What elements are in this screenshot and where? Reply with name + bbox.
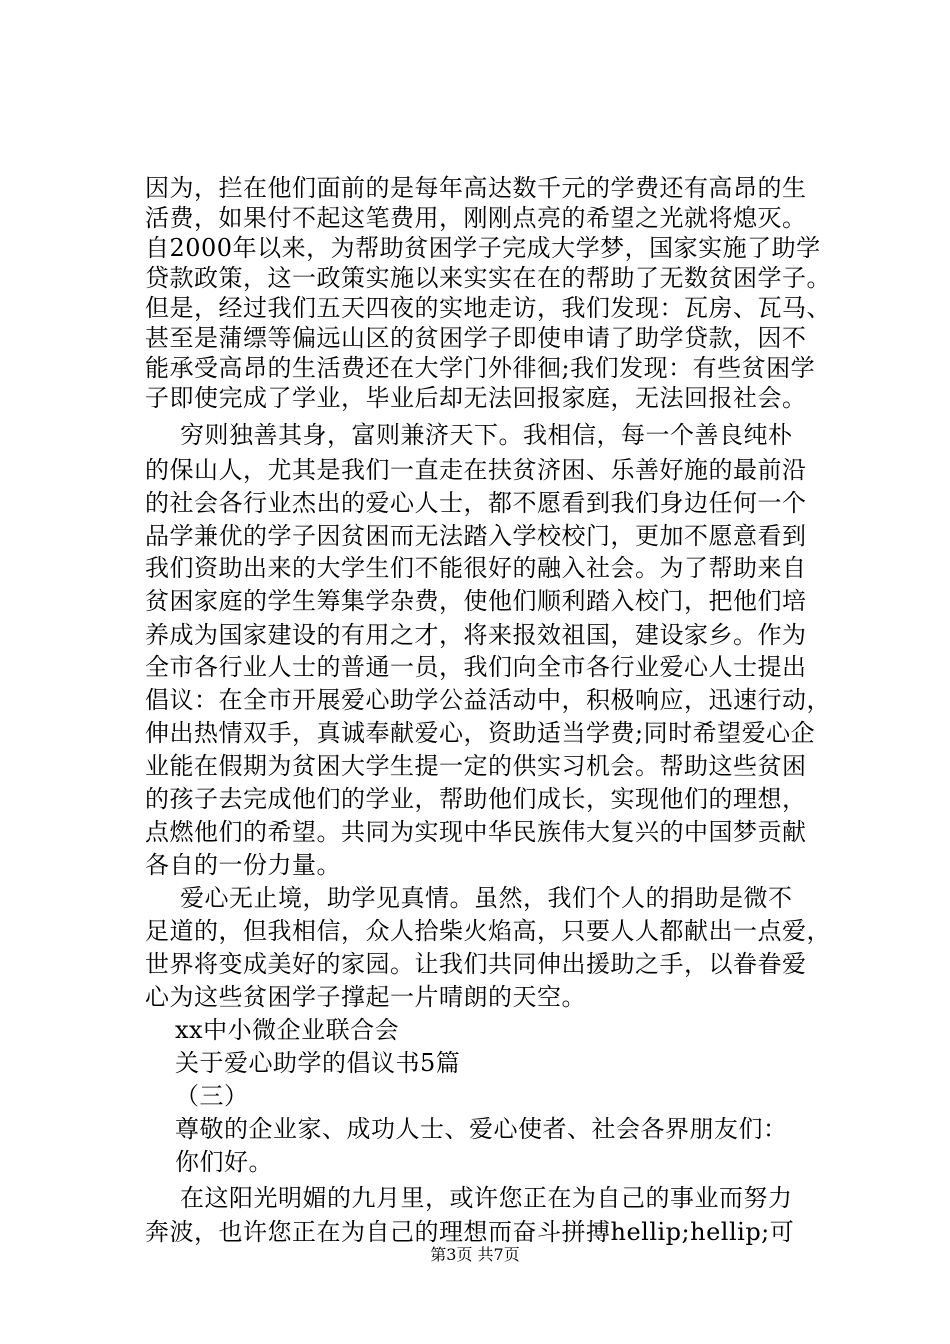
greeting-line: 你们好。: [175, 1148, 273, 1176]
paragraph-line: 奔波，也许您正在为自己的理想而奋斗拼搏hellip;hellip;可: [145, 1218, 795, 1246]
page-number-footer: 第3页 共7页: [430, 1245, 520, 1264]
paragraph-line: 倡议：在全市开展爱心助学公益活动中，积极响应，迅速行动，: [145, 686, 831, 714]
salutation-line: 尊敬的企业家、成功人士、爱心使者、社会各界朋友们：: [175, 1115, 788, 1143]
paragraph-line: 但是，经过我们五天四夜的实地走访，我们发现：瓦房、瓦马、: [145, 294, 831, 322]
paragraph-line: 的保山人，尤其是我们一直走在扶贫济困、乐善好施的最前沿: [145, 456, 807, 484]
paragraph-line: 全市各行业人士的普通一员，我们向全市各行业爱心人士提出: [145, 653, 807, 681]
paragraph-line: 伸出热情双手，真诚奉献爱心，资助适当学费;同时希望爱心企: [145, 719, 816, 747]
paragraph-line: 自2000年以来，为帮助贫困学子完成大学梦，国家实施了助学: [145, 234, 821, 262]
section-number: （三）: [175, 1082, 249, 1110]
paragraph-line: 贫困家庭的学生筹集学杂费，使他们顺利踏入校门，把他们培: [145, 587, 807, 615]
paragraph-line: 活费，如果付不起这笔费用，刚刚点亮的希望之光就将熄灭。: [145, 204, 807, 232]
paragraph-line: 养成为国家建设的有用之才，将来报效祖国，建设家乡。作为: [145, 621, 807, 649]
paragraph-line: 点燃他们的希望。共同为实现中华民族伟大复兴的中国梦贡献: [145, 818, 807, 846]
paragraph-line: 的孩子去完成他们的学业，帮助他们成长，实现他们的理想，: [145, 785, 807, 813]
paragraph-line: 足道的，但我相信，众人拾柴火焰高，只要人人都献出一点爱，: [145, 917, 831, 945]
paragraph-line: 爱心无止境，助学见真情。虽然，我们个人的捐助是微不: [180, 884, 793, 912]
paragraph-line: 贷款政策，这一政策实施以来实实在在的帮助了无数贫困学子。: [145, 264, 831, 292]
paragraph-line: 能承受高昂的生活费还在大学门外徘徊;我们发现：有些贫困学: [145, 354, 816, 382]
paragraph-line: 世界将变成美好的家园。让我们共同伸出援助之手，以眷眷爱: [145, 950, 807, 978]
document-title: 关于爱心助学的倡议书5篇: [175, 1049, 461, 1077]
paragraph-line: 穷则独善其身，富则兼济天下。我相信，每一个善良纯朴: [180, 421, 793, 449]
paragraph-line: 因为，拦在他们面前的是每年高达数千元的学费还有高昂的生: [145, 174, 807, 202]
paragraph-line: 我们资助出来的大学生们不能很好的融入社会。为了帮助来自: [145, 554, 807, 582]
paragraph-line: 品学兼优的学子因贫困而无法踏入学校校门，更加不愿意看到: [145, 522, 807, 550]
paragraph-line: 甚至是蒲缥等偏远山区的贫困学子即使申请了助学贷款，因不: [145, 324, 807, 352]
paragraph-line: 的社会各行业杰出的爱心人士，都不愿看到我们身边任何一个: [145, 489, 807, 517]
signature-line: xx中小微企业联合会: [175, 1016, 400, 1044]
paragraph-line: 心为这些贫困学子撑起一片晴朗的天空。: [145, 983, 586, 1011]
paragraph-line: 在这阳光明媚的九月里，或许您正在为自己的事业而努力: [180, 1184, 793, 1212]
paragraph-line: 子即使完成了学业，毕业后却无法回报家庭，无法回报社会。: [145, 384, 807, 412]
paragraph-line: 各自的一份力量。: [145, 851, 341, 879]
paragraph-line: 业能在假期为贫困大学生提一定的供实习机会。帮助这些贫困: [145, 752, 807, 780]
